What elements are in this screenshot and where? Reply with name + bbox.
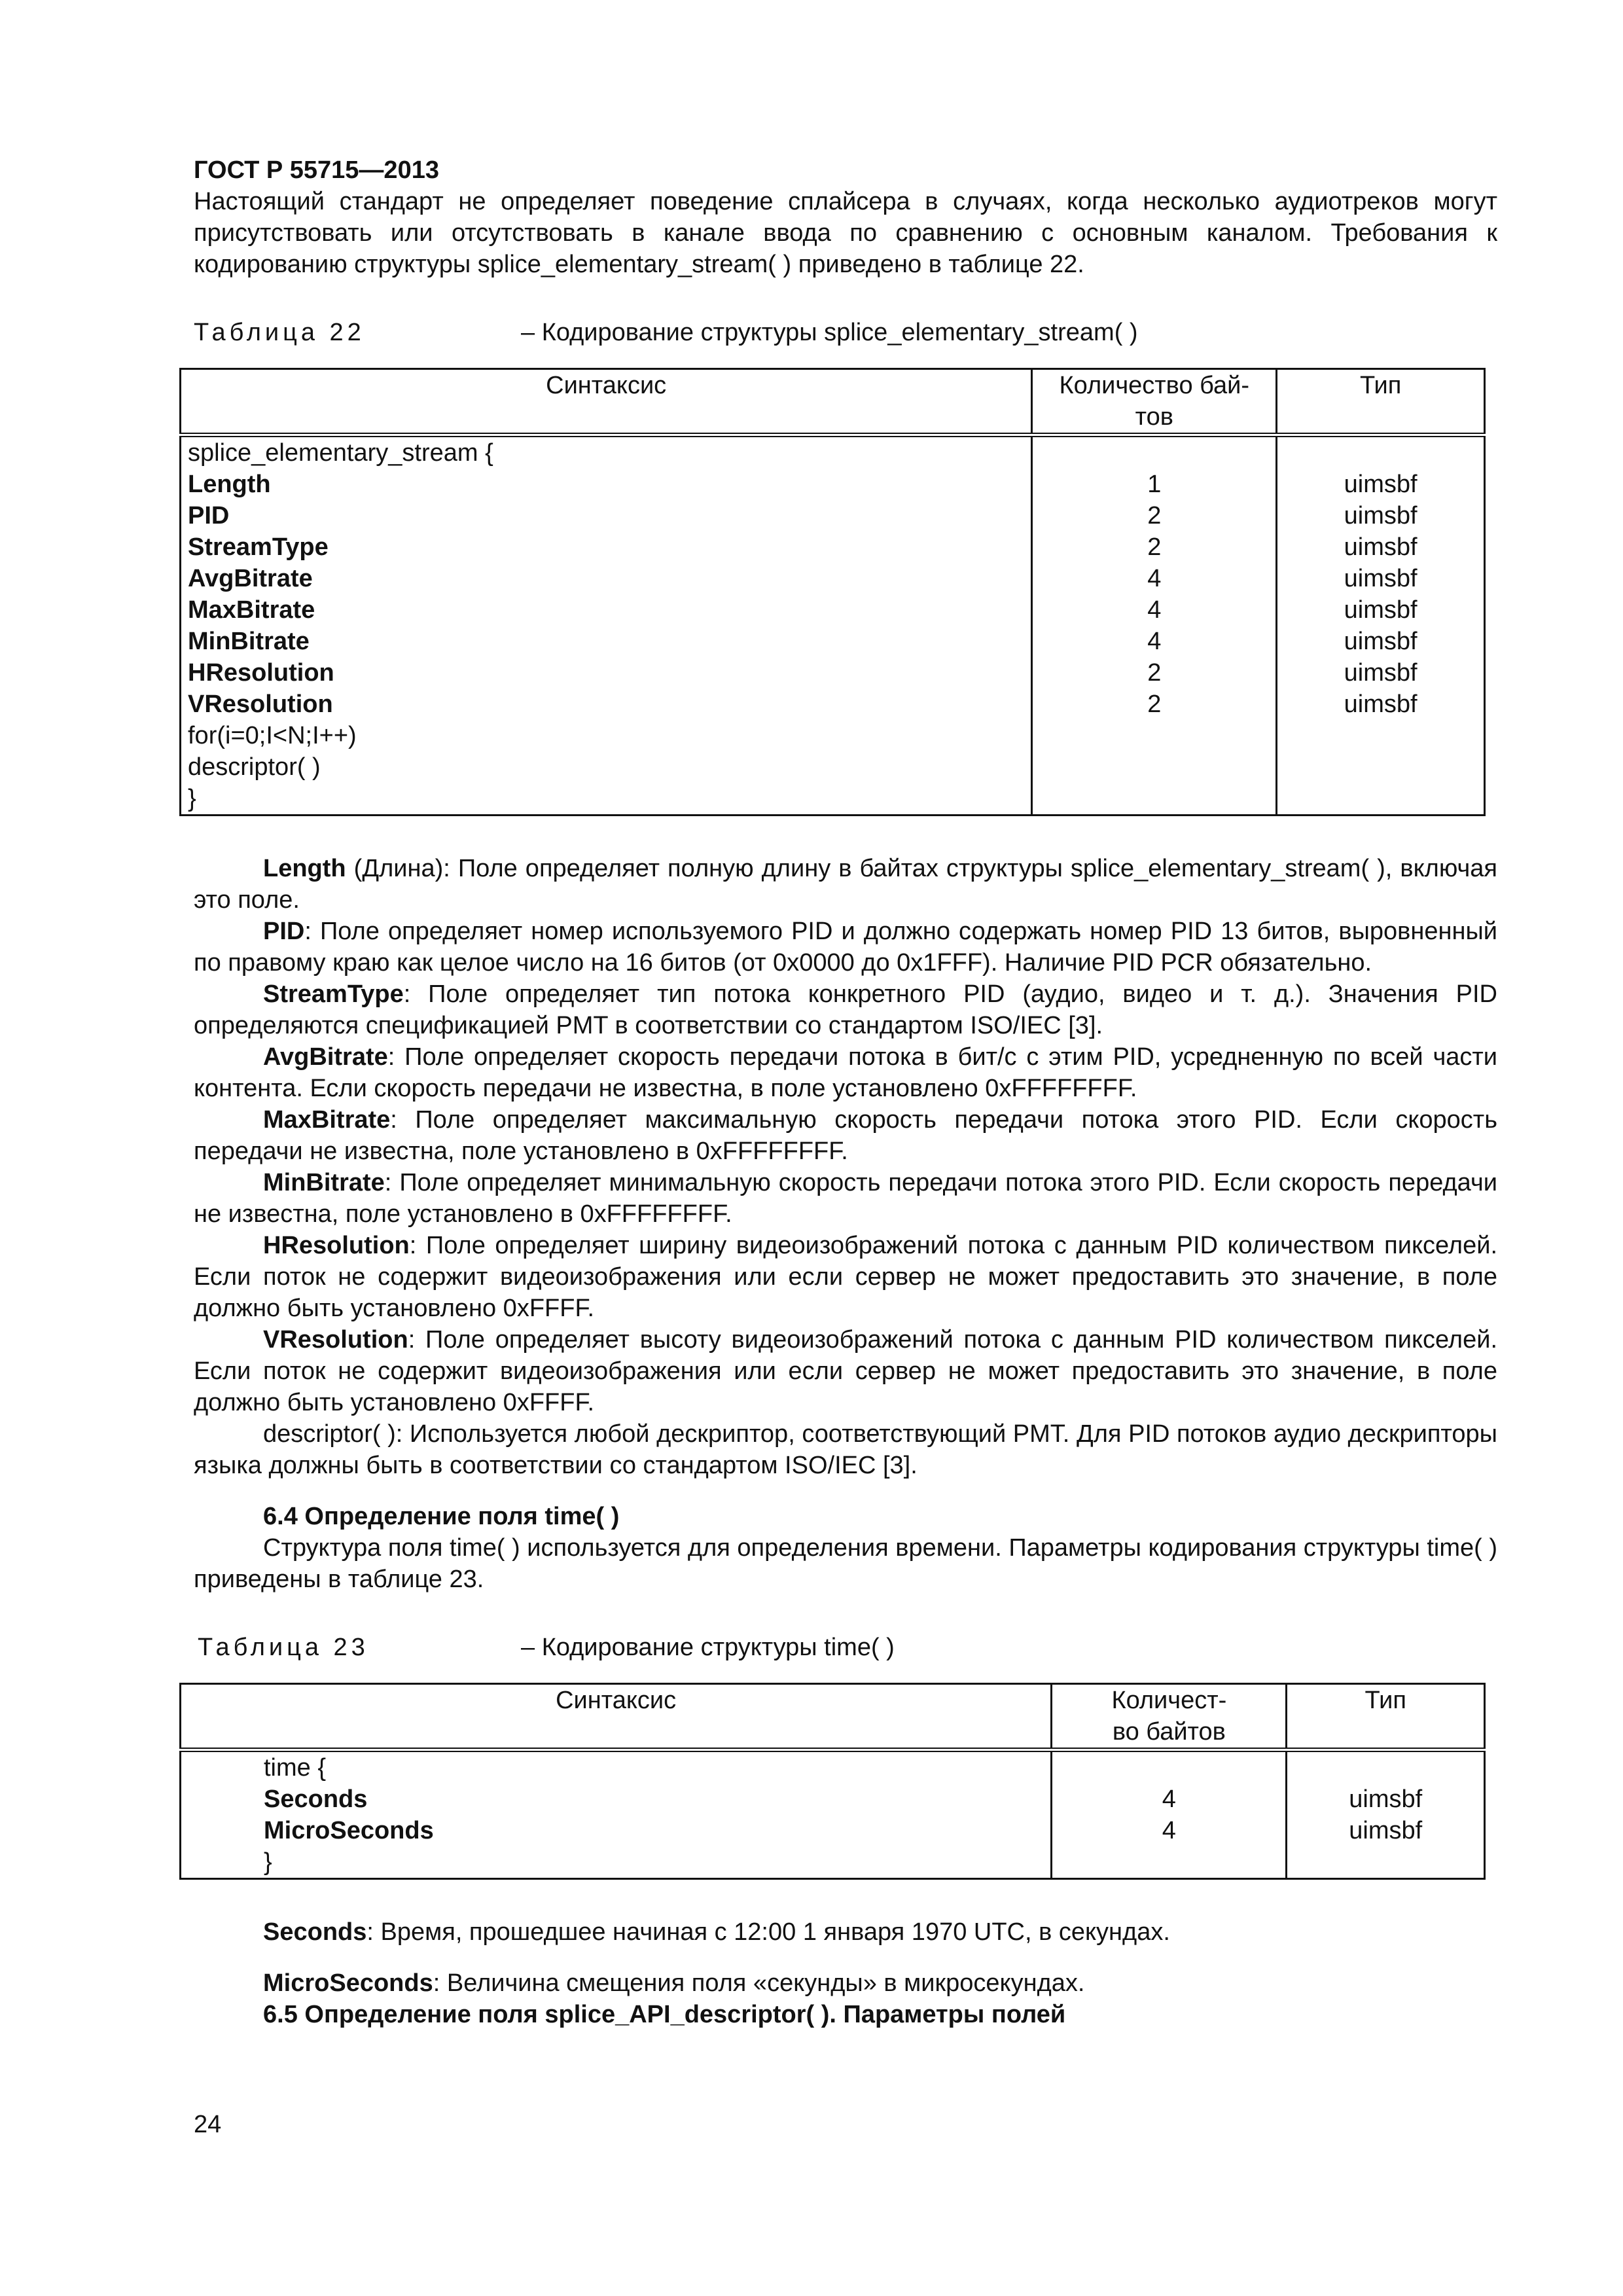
table23: [179, 1683, 1486, 1880]
table23-syntax-cell: [181, 1750, 1052, 1879]
definition-term: Seconds: [263, 1918, 367, 1946]
section-6-4-heading: 6.4 Определение поля time( ): [263, 1503, 620, 1530]
type-value: uimsbf: [1344, 659, 1418, 687]
table22-header-syntax: Синтаксис: [181, 369, 1032, 435]
table23-caption: [194, 1632, 1497, 1663]
syntax-close: }: [264, 1848, 272, 1876]
syntax-loop: for(i=0;I<N;I++): [188, 722, 357, 749]
table23-header-syntax: Синтаксис: [181, 1684, 1052, 1750]
definition-text: : Поле определяет скорость передачи потока в бит/с с этим PID, усредненную по всей части контента. Если скорость передачи не известна, в поле установлено 0xFFFFFFFF.: [194, 1043, 1498, 1102]
type-value: uimsbf: [1344, 533, 1418, 561]
bytes-value: 4: [1147, 596, 1162, 624]
bytes-value: 4: [1147, 565, 1162, 592]
syntax-field: MinBitrate: [188, 628, 310, 655]
syntax-field: AvgBitrate: [188, 565, 313, 592]
syntax-field: VResolution: [188, 691, 333, 718]
syntax-descriptor: descriptor( ): [188, 753, 321, 781]
table23-header-bytes-line2: во байтов: [1112, 1718, 1226, 1746]
bytes-value: 2: [1147, 659, 1162, 687]
definition-text: : Поле определяет ширину видеоизображений потока с данным PID количеством пикселей. Если поток не содержит видеоизображения или если сервер не может предоставить это значение, в поле должно быть установлено 0xFFFF.: [194, 1232, 1497, 1322]
section-6-4-text: Структура поля time( ) используется для определения времени. Параметры кодирования структуры time( ) приведены в таблице 23.: [194, 1534, 1497, 1593]
definition-seconds: [194, 1916, 1497, 1948]
definition-text: (Длина): Поле определяет полную длину в байтах структуры splice_elementary_stream( ), включая это поле.: [194, 855, 1497, 914]
table23-header-type: Тип: [1287, 1684, 1485, 1750]
syntax-close: }: [188, 785, 196, 812]
type-value: uimsbf: [1349, 1785, 1423, 1813]
bytes-value: 4: [1162, 1785, 1176, 1813]
definition-term: AvgBitrate: [263, 1043, 388, 1071]
table22-header-bytes: [1032, 369, 1277, 435]
table22-syntax-cell: [181, 435, 1032, 816]
table22-caption: [194, 317, 1497, 348]
syntax-field: MaxBitrate: [188, 596, 315, 624]
syntax-field: Seconds: [264, 1785, 368, 1813]
definition-text: : Поле определяет высоту видеоизображений потока с данным PID количеством пикселей. Если поток не содержит видеоизображения или если сервер не может предоставить это значение, в поле должно быть установлено 0xFFFF.: [194, 1326, 1497, 1416]
type-value: uimsbf: [1344, 565, 1418, 592]
table23-title: – Кодирование структуры time( ): [521, 1634, 895, 1661]
table23-label: Таблица 23: [198, 1634, 369, 1661]
table23-header-row: [181, 1684, 1485, 1750]
page-content: [188, 154, 1498, 2030]
definition-length: [194, 853, 1497, 916]
definition-term: PID: [263, 918, 305, 945]
definition-text: descriptor( ): Используется любой дескриптор, соответствующий PMT. Для PID потоков аудио дескрипторы языка должны быть в соответствии со стандартом ISO/IEC [3].: [194, 1420, 1497, 1479]
definition-term: MinBitrate: [263, 1169, 385, 1196]
table22-header-bytes-line2: тов: [1135, 403, 1173, 431]
table22-title: – Кодирование структуры splice_elementary_stream( ): [521, 319, 1138, 346]
intro-paragraph: Настоящий стандарт не определяет поведение сплайсера в случаях, когда несколько аудиотреков могут присутствовать или отсутствовать в канале ввода по сравнению с основным каналом. Требования к кодированию структуры splice_elementary_stream( ) приведено в таблице 22.: [194, 188, 1497, 278]
table22: [179, 368, 1486, 816]
definition-text: : Время, прошедшее начиная с 12:00 1 января 1970 UTC, в секундах.: [366, 1918, 1170, 1946]
definition-term: HResolution: [263, 1232, 410, 1259]
table23-body-row: [181, 1750, 1485, 1879]
definition-avgbitrate: [194, 1041, 1497, 1104]
table22-bytes-cell: [1032, 435, 1277, 816]
definition-vresolution: [194, 1324, 1497, 1418]
syntax-field: HResolution: [188, 659, 334, 687]
type-value: uimsbf: [1344, 502, 1418, 529]
definition-descriptor: [194, 1418, 1497, 1481]
bytes-value: 2: [1147, 691, 1162, 718]
table23-header-bytes: [1052, 1684, 1287, 1750]
syntax-field: Length: [188, 471, 271, 498]
definition-pid: [194, 916, 1497, 978]
definition-maxbitrate: [194, 1104, 1497, 1167]
type-value: uimsbf: [1349, 1817, 1423, 1844]
definition-text: : Поле определяет номер используемого PID и должно содержать номер PID 13 битов, выровненный по правому краю как целое число на 16 битов (от 0x0000 до 0x1FFF). Наличие PID PCR обязательно.: [194, 918, 1497, 977]
definition-text: : Поле определяет максимальную скорость передачи потока этого PID. Если скорость передачи не известна, поле установлено в 0xFFFFFFFF.: [194, 1106, 1497, 1165]
syntax-open: time {: [264, 1754, 327, 1782]
table22-header-type: Тип: [1277, 369, 1485, 435]
definition-term: MicroSeconds: [263, 1969, 433, 1997]
bytes-value: 1: [1147, 471, 1162, 498]
type-value: uimsbf: [1344, 596, 1418, 624]
table22-body-row: [181, 435, 1485, 816]
type-value: uimsbf: [1344, 628, 1418, 655]
definition-text: : Поле определяет минимальную скорость передачи потока этого PID. Если скорость передачи не известна, поле установлено в 0xFFFFFFFF.: [194, 1169, 1497, 1228]
bytes-value: 2: [1147, 502, 1162, 529]
bytes-value: 4: [1147, 628, 1162, 655]
definition-minbitrate: [194, 1167, 1497, 1230]
syntax-field: StreamType: [188, 533, 329, 561]
standard-header: ГОСТ Р 55715—2013: [194, 156, 439, 184]
table23-bytes-cell: [1052, 1750, 1287, 1879]
definition-term: StreamType: [263, 980, 404, 1008]
definition-hresolution: [194, 1230, 1497, 1324]
syntax-field: MicroSeconds: [264, 1817, 434, 1844]
definition-streamtype: [194, 978, 1497, 1041]
definition-term: VResolution: [263, 1326, 408, 1354]
definition-text: : Величина смещения поля «секунды» в микросекундах.: [433, 1969, 1085, 1997]
table23-type-cell: [1287, 1750, 1485, 1879]
table22-type-cell: [1277, 435, 1485, 816]
table23-header-bytes-line1: Количест-: [1111, 1687, 1227, 1714]
definition-text: : Поле определяет тип потока конкретного PID (аудио, видео и т. д.). Значения PID определяются спецификацией PMT в соответствии со стандартом ISO/IEC [3].: [194, 980, 1497, 1039]
definition-term: MaxBitrate: [263, 1106, 391, 1134]
section-6-5-heading: 6.5 Определение поля splice_API_descriptor( ). Параметры полей: [263, 2001, 1066, 2028]
syntax-field: PID: [188, 502, 230, 529]
bytes-value: 4: [1162, 1817, 1176, 1844]
definition-microseconds: [194, 1967, 1497, 1999]
type-value: uimsbf: [1344, 691, 1418, 718]
definition-term: Length: [263, 855, 346, 882]
type-value: uimsbf: [1344, 471, 1418, 498]
table22-header-row: [181, 369, 1485, 435]
page-number: 24: [194, 2111, 222, 2138]
table22-label: Таблица 22: [194, 319, 365, 346]
bytes-value: 2: [1147, 533, 1162, 561]
syntax-open: splice_elementary_stream {: [188, 439, 493, 467]
table22-header-bytes-line1: Количество бай-: [1059, 372, 1250, 399]
